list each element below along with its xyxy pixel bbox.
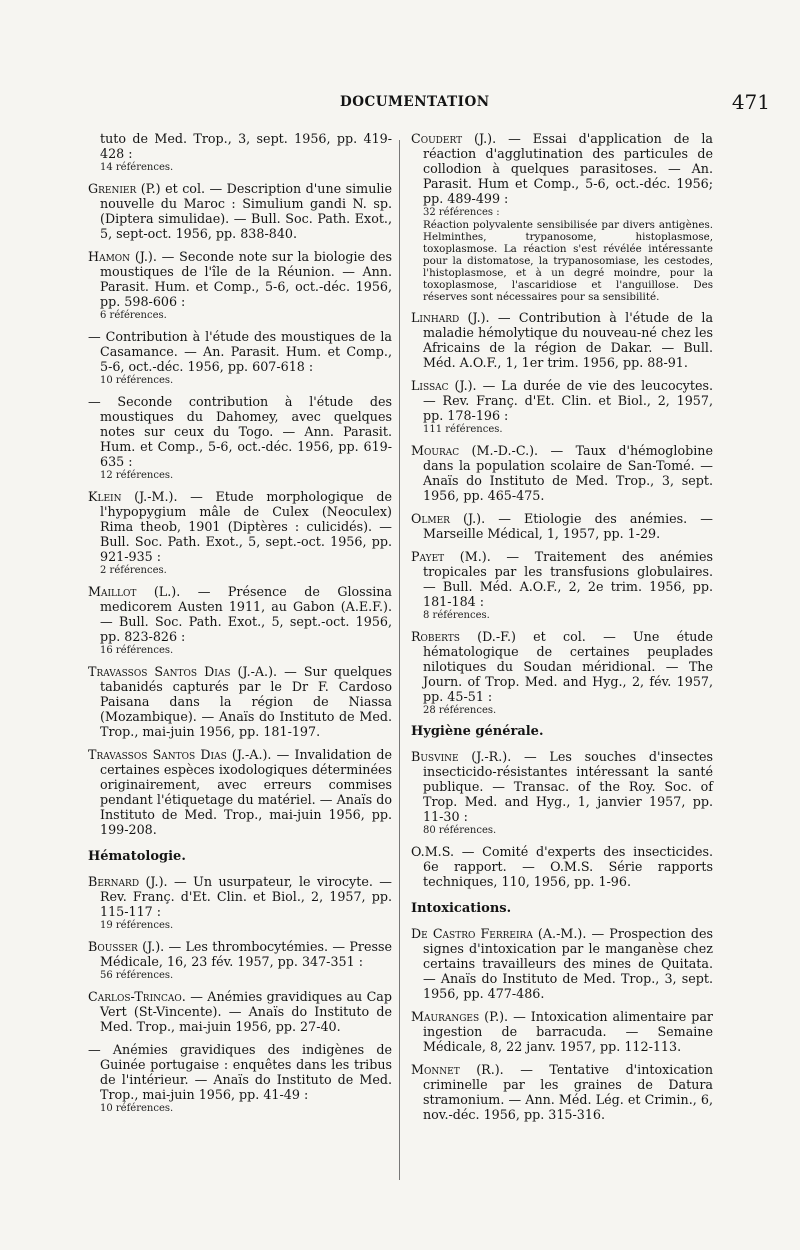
column-divider (399, 140, 400, 1180)
entry-author: Grenier (P.) (88, 181, 161, 196)
bibliography-entry (88, 664, 392, 739)
bibliography-entry (88, 939, 392, 969)
right-column (411, 131, 713, 1130)
entry-author: O.M.S. (411, 844, 454, 859)
entry-text: — Anémies gravidiques au Cap Vert (St-Vincente). — Anaïs do Instituto de Med. Trop., mai-juin 1956, pp. 27-40. (100, 989, 392, 1034)
entry-author: Coudert (J.). (411, 131, 497, 146)
bibliography-entry (88, 489, 392, 564)
entry-text: tuto de Med. Trop., 3, sept. 1956, pp. 419-428 : (100, 131, 392, 161)
entry-author: Mauranges (P.). (411, 1009, 509, 1024)
bibliography-entry (411, 749, 713, 824)
entry-author: Maillot (L.). (88, 584, 181, 599)
left-entries (88, 131, 392, 837)
bibliography-entry (88, 874, 392, 919)
entry-text: — Invalidation de certaines espèces ixodologiques déterminées originairement, avec erreurs commises pendant l'étiquetage du matériel. — Anaïs do Instituto de Med. Trop., mai-juin 1956, pp. 199-208. (100, 747, 392, 837)
section-heading-hematologie: Hématologie. (88, 849, 186, 864)
entry-author: Klein (J.-M.). (88, 489, 178, 504)
entry-text: et col. — Description d'une simulie nouvelle du Maroc : Simulium gandi N. sp. (Diptera simulidae). — Bull. Soc. Path. Exot., 5, sept-oct. 1956, pp. 838-840. (100, 181, 392, 241)
left-entries-hematologie (88, 874, 392, 1115)
entry-text: — Contribution à l'étude de la maladie hémolytique du nouveau-né chez les Africains de la région de Dakar. — Bull. Méd. A.O.F., 1, 1er trim. 1956, pp. 88-91. (423, 310, 714, 370)
bibliography-entry (88, 747, 392, 837)
left-column (88, 131, 392, 1122)
entry-text: — Comité d'experts des insecticides. 6e rapport. — O.M.S. Série rapports techniques, 110, 1956, pp. 1-96. (423, 844, 713, 889)
entry-author: Travassos Santos Dias (J.-A.). (88, 747, 272, 762)
entry-author: Hamon (J.). (88, 249, 157, 264)
bibliography-entry (411, 443, 713, 503)
entry-text: — Prospection des signes d'intoxication par le manganèse chez certains travailleurs des mines de Quitata. — Anaïs do Instituto de Med. Trop., 3, sept. 1956, pp. 477-486. (423, 926, 713, 1001)
entry-text: — Les thrombocytémies. — Presse Médicale, 16, 23 fév. 1957, pp. 347-351 : (100, 939, 392, 969)
bibliography-entry (88, 584, 392, 644)
entry-references-count: 80 références. (423, 825, 497, 836)
entry-text: — Essai d'application de la réaction d'agglutination des particules de collodion à quelques parasitoses. — An. Parasit. Hum et Comp., 5-6, oct.-déc. 1956; pp. 489-499 : (423, 131, 713, 206)
entry-references-count: 19 références. (100, 920, 174, 931)
entry-references-count: 32 références : (423, 207, 500, 218)
entry-references-count: 28 références. (423, 705, 497, 716)
entry-references-count: 12 références. (100, 470, 174, 481)
entry-references-count: 56 références. (100, 970, 174, 981)
bibliography-entry (88, 394, 392, 469)
entry-text: — Contribution à l'étude des moustiques de la Casamance. — An. Parasit. Hum. et Comp., 5-6, oct.-déc. 1956, pp. 607-618 : (88, 329, 392, 374)
bibliography-entry (411, 629, 713, 704)
bibliography-entry (411, 310, 713, 370)
bibliography-entry (88, 989, 392, 1034)
entry-text: et col. — Une étude hématologique de certaines peuplades nilotiques du Soudan méridional. — The Journ. of Trop. Med. and Hyg., 2, fév. 1957, pp. 45-51 : (423, 629, 714, 704)
bibliography-entry (88, 1042, 392, 1102)
entry-author: Carlos-Trincao. (88, 989, 186, 1004)
entry-author: Roberts (D.-F.) (411, 629, 516, 644)
entry-author: Travassos Santos Dias (J.-A.). (88, 664, 278, 679)
entry-text: — Intoxication alimentaire par ingestion de barracuda. — Semaine Médicale, 8, 22 janv. 1957, pp. 112-113. (423, 1009, 713, 1054)
bibliography-entry (411, 1062, 713, 1122)
entry-references-count: 14 références. (100, 162, 174, 173)
entry-references-count: 10 références. (100, 1103, 174, 1114)
entry-author: Olmer (J.). (411, 511, 486, 526)
page-number: 471 (731, 90, 770, 114)
bibliography-entry (411, 926, 713, 1001)
entry-references-count: 2 références. (100, 565, 167, 576)
entry-author: De Castro Ferreira (A.-M.). (411, 926, 587, 941)
right-entries (411, 131, 713, 717)
section-heading-hygiene: Hygiène générale. (411, 724, 544, 739)
entry-references-count: 16 références. (100, 645, 174, 656)
entry-text: — Présence de Glossina medicorem Austen 1911, au Gabon (A.E.F.). — Bull. Soc. Path. Exot., 5, sept.-oct. 1956, pp. 823-826 : (100, 584, 392, 644)
entry-references-count: 6 références. (100, 310, 167, 321)
bibliography-entry (88, 131, 392, 161)
entry-text: — La durée de vie des leucocytes. — Rev. Franç. d'Et. Clin. et Biol., 2, 1957, pp. 178-196 : (423, 378, 714, 423)
bibliography-entry (411, 549, 713, 609)
entry-text: — Taux d'hémoglobine dans la population scolaire de San-Tomé. — Anaïs do Instituto de Med. Trop., 3, sept. 1956, pp. 465-475. (423, 443, 713, 503)
running-header (0, 90, 800, 116)
entry-author: Linhard (J.). (411, 310, 490, 325)
entry-text: — Etude morphologique de l'hypopygium mâle de Culex (Neoculex) Rima theob, 1901 (Diptères : culicidés). — Bull. Soc. Path. Exot., 5, sept.-oct. 1956, pp. 921-935 : (100, 489, 392, 564)
entry-author: Bernard (J.). (88, 874, 168, 889)
entry-references-count: 8 références. (423, 610, 490, 621)
bibliography-entry (88, 329, 392, 374)
bibliography-entry (88, 181, 392, 241)
bibliography-entry (411, 131, 713, 206)
entry-text: — Anémies gravidiques des indigènes de Guinée portugaise : enquêtes dans les tribus de l'intérieur. — Anaïs do Instituto de Med. Trop., mai-juin 1956, pp. 41-49 : (88, 1042, 392, 1102)
entry-references-count: 111 références. (423, 424, 503, 435)
right-entries-hygiene (411, 749, 713, 889)
entry-text: — Tentative d'intoxication criminelle par les graines de Datura stramonium. — Ann. Méd. Lég. et Crimin., 6, nov.-déc. 1956, pp. 315-316. (423, 1062, 713, 1122)
bibliography-entry (411, 378, 713, 423)
page-header-title: DOCUMENTATION (340, 94, 490, 110)
bibliography-entry (88, 249, 392, 309)
entry-references-count: 10 références. (100, 375, 174, 386)
entry-text: — Seconde note sur la biologie des moustiques de l'île de la Réunion. — Ann. Parasit. Hum. et Comp., 5-6, oct.-déc. 1956, pp. 598-606 : (100, 249, 392, 309)
entry-text: — Seconde contribution à l'étude des moustiques du Dahomey, avec quelques notes sur ceux du Togo. — Ann. Parasit. Hum. et Comp., 5-6, oct.-déc. 1956, pp. 619-635 : (88, 394, 392, 469)
right-entries-intoxications (411, 926, 713, 1122)
entry-text: — Un usurpateur, le virocyte. — Rev. Franç. d'Et. Clin. et Biol., 2, 1957, pp. 115-117 : (100, 874, 392, 919)
entry-author: Bousser (J.). (88, 939, 165, 954)
bibliography-entry (411, 844, 713, 889)
entry-text: — Sur quelques tabanidés capturés par le Dr F. Cardoso Paisana dans la région de Niassa (Mozambique). — Anaïs do Instituto de Med. Trop., mai-juin 1956, pp. 181-197. (100, 664, 392, 739)
bibliography-entry (411, 1009, 713, 1054)
entry-note: Réaction polyvalente sensibilisée par divers antigènes. Helminthes, trypanosome, histoplasmose, toxoplasmose. La réaction s'est révélée intéressante pour la distomatose, la trypanosomiase, les cestodes, l'histoplasmose, et à un degré moindre, pour la toxoplasmose, l'ascaridiose et l'anguillose. Des réserves sont nécessaires pour sa sensibilité. (423, 219, 713, 303)
entry-author: Mourac (M.-D.-C.). (411, 443, 539, 458)
entry-author: Monnet (R.). (411, 1062, 504, 1077)
section-heading-intoxications: Intoxications. (411, 901, 512, 916)
bibliography-entry (411, 511, 713, 541)
entry-text: — Etiologie des anémies. — Marseille Médical, 1, 1957, pp. 1-29. (423, 511, 713, 541)
entry-text: — Les souches d'insectes insecticido-résistantes intéressant la santé publique. — Transac. of the Roy. Soc. of Trop. Med. and Hyg., 1, janvier 1957, pp. 11-30 : (423, 749, 714, 824)
entry-author: Busvine (J.-R.). (411, 749, 512, 764)
entry-author: Lissac (J.). (411, 378, 477, 393)
entry-text: — Traitement des anémies tropicales par les transfusions globulaires. — Bull. Méd. A.O.F., 2, 2e trim. 1956, pp. 181-184 : (423, 549, 713, 609)
entry-author: Payet (M.). (411, 549, 491, 564)
